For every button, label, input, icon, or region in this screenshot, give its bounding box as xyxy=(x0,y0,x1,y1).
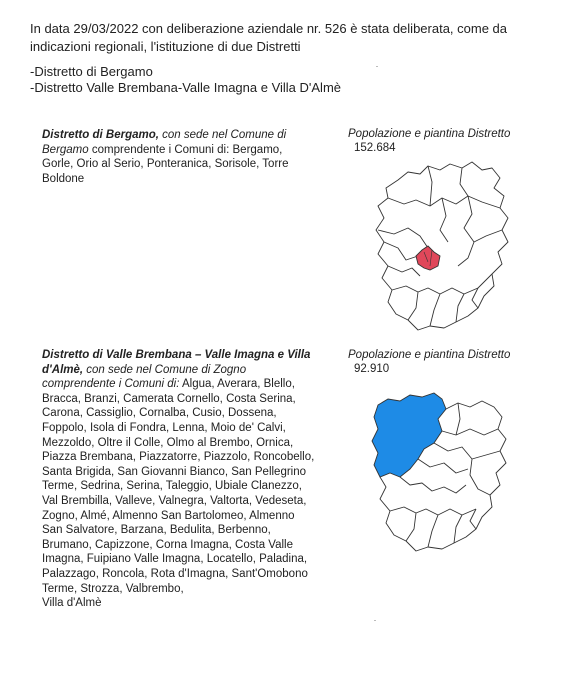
district-valle-description xyxy=(42,348,317,611)
district-list-item-bergamo: -Distretto di Bergamo xyxy=(30,64,153,79)
intro-paragraph: In data 29/03/2022 con deliberazione aziendale nr. 526 è stata deliberata, come da indicazioni regionali, l'istituzione di due Distretti xyxy=(30,21,508,54)
district-bergamo-map xyxy=(368,158,518,333)
district-valle-comuni: Algua, Averara, Blello, Bracca, Branzi, Camerata Cornello, Costa Serina, Carona, Cassiglio, Cornalba, Cusio, Dossena, Foppolo, Isola di Fondra, Lenna, Moio de' Calvi, Mezzoldo, Oltre il Colle, Olmo al Brembo, Ornica, Piazza Brembana, Piazzatorre, Piazzolo, Roncobello, Santa Brigida, San Giovanni Bianco, San Pellegrino Terme, Sedrina, Serina, Taleggio, Ubiale Clanezzo, Val Brembilla, Valleve, Valnegra, Valtorta, Vedeseta, Zogno, Almé, Almenno San Bartolomeo, Almenno San Salvatore, Barzana, Bedulita, Berbenno, Brumano, Capizzone, Corna Imagna, Costa Valle Imagna, Fuipiano Valle Imagna, Locatello, Paladina, Palazzago, Roncola, Rota d'Imagna, Sant'Omobono Terme, Strozza, Valbrembo, xyxy=(42,378,315,595)
district-valle-map xyxy=(366,385,516,560)
district-bergamo-comprende: comprendente i Comuni di: xyxy=(88,143,230,156)
district-bergamo-pop-label: Popolazione e piantina Distretto xyxy=(348,128,511,140)
district-valle-pop-label: Popolazione e piantina Distretto xyxy=(348,349,511,361)
district-valle-last-comune: Villa d'Almè xyxy=(42,597,102,610)
district-list-item-valle-brembana: -Distretto Valle Brembana-Valle Imagna e Villa D'Almè xyxy=(30,80,342,95)
district-valle-comprende: comprendente i Comuni di: xyxy=(42,378,180,391)
district-valle-name: Distretto di Valle Brembana – Valle Imagna e Villa d'Almè, xyxy=(42,349,311,376)
district-valle-seat: con sede nel Comune di Zogno xyxy=(83,363,247,376)
district-valle-pop-value: 92.910 xyxy=(354,363,390,375)
district-bergamo-pop-value: 152.684 xyxy=(354,142,396,154)
district-bergamo-description xyxy=(42,128,304,186)
district-bergamo-name: Distretto di Bergamo, xyxy=(42,129,159,141)
district-bergamo-comuni: Bergamo, Gorle, Orio al Serio, Ponteranica, Sorisole, Torre Boldone xyxy=(42,143,289,185)
districts-list xyxy=(30,64,341,96)
district-bergamo-seat: con sede nel Comune di Bergamo xyxy=(42,129,287,156)
